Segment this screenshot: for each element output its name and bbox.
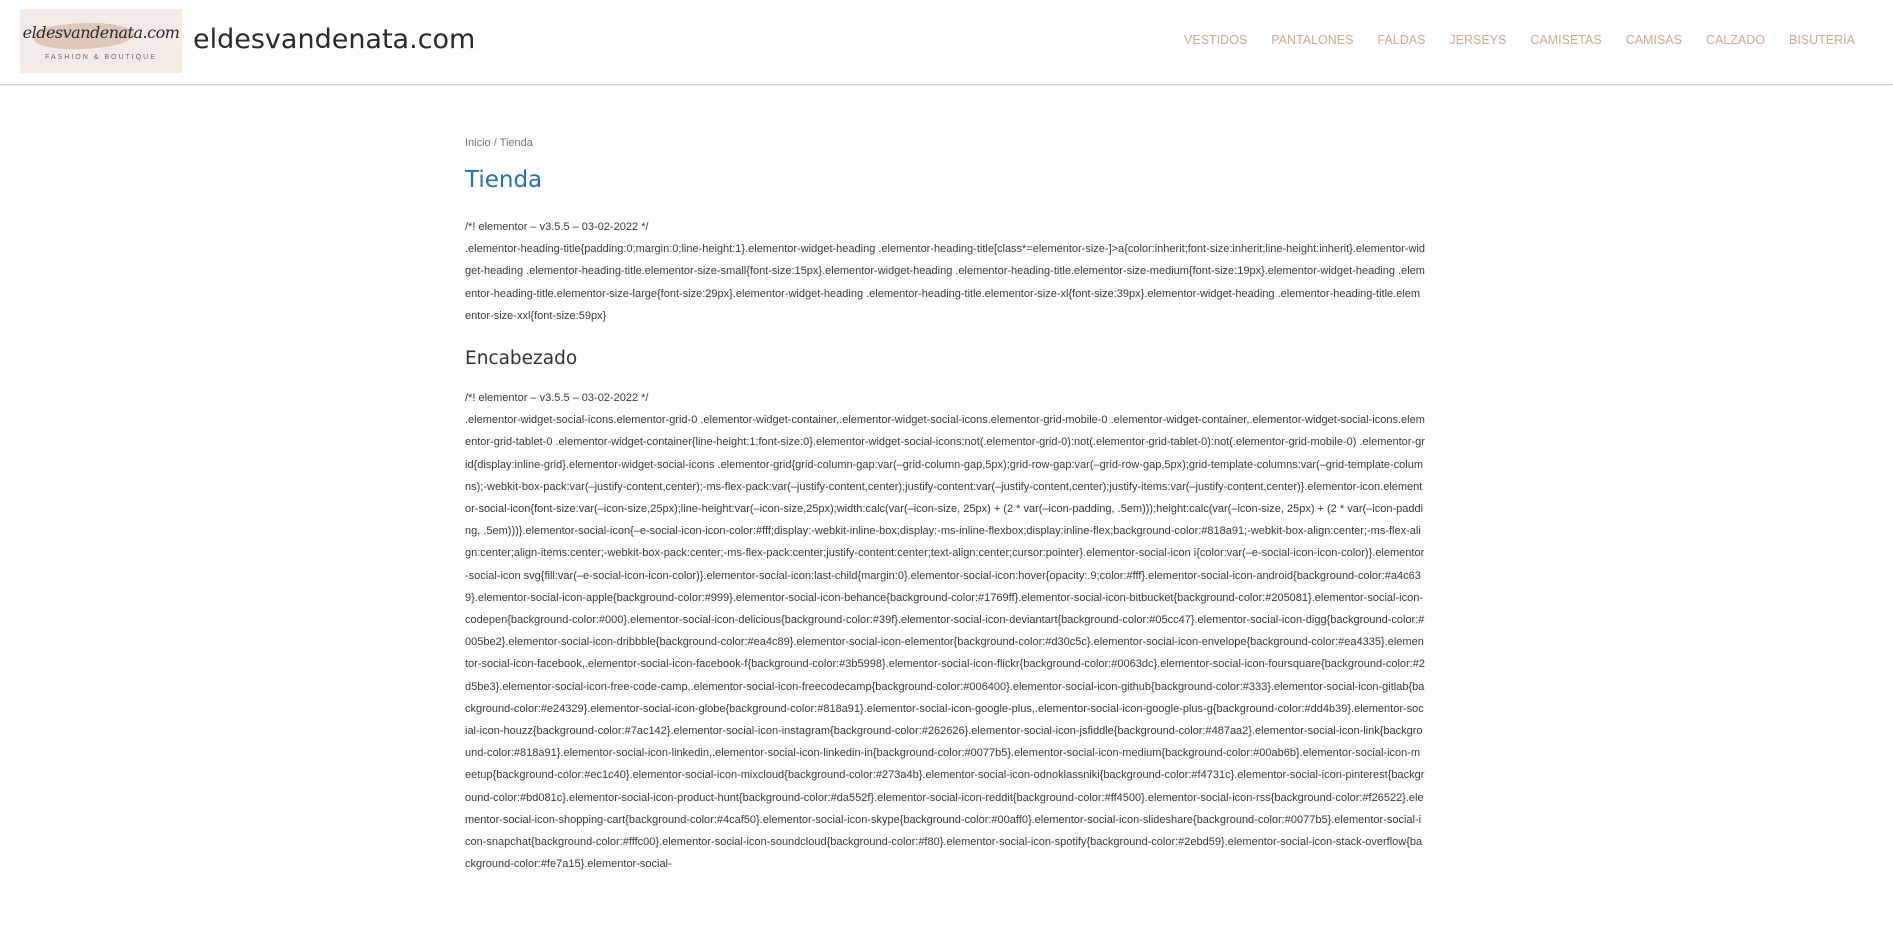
breadcrumb: [465, 137, 1425, 151]
nav-item-bisuteria[interactable]: BISUTERÍA: [1789, 33, 1855, 47]
nav-item-pantalones[interactable]: PANTALONES: [1271, 33, 1354, 47]
nav-item-calzado[interactable]: CALZADO: [1705, 33, 1765, 47]
css-rules-1: .elementor-heading-title{padding:0;margin:0;line-height:1}.elementor-widget-heading .elementor-heading-title[class*=elementor-size-]>a{color:inherit;font-size:inherit;line-height:inherit}.elementor-widget-heading .elementor-heading-title.elementor-size-small{font-size:15px}.elementor-widget-heading .elementor-heading-title.elementor-size-medium{font-size:19px}.elementor-widget-heading .elementor-heading-title.elementor-size-large{font-size:29px}.elementor-widget-heading .elementor-heading-title.elementor-size-xl{font-size:39px}.elementor-widget-heading .elementor-heading-title.elementor-size-xxl{font-size:59px}: [465, 243, 1425, 322]
logo-tagline: FASHION & BOUTIQUE: [45, 54, 157, 61]
breadcrumb-separator: /: [490, 137, 500, 149]
main-navigation: [1160, 33, 1855, 47]
css-text-block-2: [465, 387, 1425, 875]
css-comment-2: /*! elementor – v3.5.5 – 03-02-2022 */: [465, 392, 649, 405]
breadcrumb-home-link[interactable]: Inicio: [465, 137, 491, 149]
nav-item-jerseys[interactable]: JERSEYS: [1449, 33, 1507, 47]
logo-script-text: eldesvandenata.com: [22, 23, 180, 42]
nav-item-faldas[interactable]: FALDAS: [1377, 33, 1426, 47]
css-rules-2: .elementor-widget-social-icons.elementor-grid-0 .elementor-widget-container,.elementor-widget-social-icons.elementor-grid-mobile-0 .elementor-widget-container,.elementor-widget-social-icons.elementor-grid-tablet-0 .elementor-widget-container{line-height:1;font-size:0}.elementor-widget-social-icons:not(.elementor-grid-0):not(.elementor-grid-tablet-0):not(.elementor-grid-mobile-0) .elementor-grid{display:inline-grid}.elementor-widget-social-icons .elementor-grid{grid-column-gap:var(–grid-column-gap,5px);grid-row-gap:var(–grid-row-gap,5px);grid-template-columns:var(–grid-template-columns);-webkit-box-pack:var(–justify-content,center);-ms-flex-pack:var(–justify-content,center);justify-content:var(–justify-content,center);justify-items:var(–justify-content,center)}.elementor-icon.elementor-social-icon{font-size:var(–icon-size,25px);line-height:var(–icon-size,25px);width:calc(var(–icon-size, 25px) + (2 * var(–icon-padding, .5em)));height:calc(var(–icon-size, 25px) + (2 * var(–icon-padding, .5em)))}.elementor-social-icon{–e-social-icon-icon-color:#fff;display:-webkit-inline-box;display:-ms-inline-flexbox;display:inline-flex;background-color:#818a91;-webkit-box-align:center;-ms-flex-align:center;align-items:center;-webkit-box-pack:center;-ms-flex-pack:center;justify-content:center;text-align:center;cursor:pointer}.elementor-social-icon i{color:var(–e-social-icon-icon-color)}.elementor-social-icon svg{fill:var(–e-social-icon-icon-color)}.elementor-social-icon:last-child{margin:0}.elementor-social-icon:hover{opacity:.9;color:#fff}.elementor-social-icon-android{background-color:#a4c639}.elementor-social-icon-apple{background-color:#999}.elementor-social-icon-behance{background-color:#1769ff}.elementor-social-icon-bitbucket{background-color:#205081}.elementor-social-icon-codepen{background-color:#000}.elementor-social-icon-delicious{background-color:#39f}.elementor-social-icon-deviantart{background-color:#05cc47}.elementor-social-icon-digg{background-color:#005be2}.elementor-social-icon-dribbble{background-color:#ea4c89}.elementor-social-icon-elementor{background-color:#d30c5c}.elementor-social-icon-envelope{background-color:#ea4335}.elementor-social-icon-facebook,.elementor-social-icon-facebook-f{background-color:#3b5998}.elementor-social-icon-flickr{background-color:#0063dc}.elementor-social-icon-foursquare{background-color:#2d5be3}.elementor-social-icon-free-code-camp,.elementor-social-icon-freecodecamp{background-color:#006400}.elementor-social-icon-github{background-color:#333}.elementor-social-icon-gitlab{background-color:#e24329}.elementor-social-icon-globe{background-color:#818a91}.elementor-social-icon-google-plus,.elementor-social-icon-google-plus-g{background-color:#dd4b39}.elementor-social-icon-houzz{background-color:#7ac142}.elementor-social-icon-instagram{background-color:#262626}.elementor-social-icon-jsfiddle{background-color:#487aa2}.elementor-social-icon-link{background-color:#818a91}.elementor-social-icon-linkedin,.elementor-social-icon-linkedin-in{background-color:#0077b5}.elementor-social-icon-medium{background-color:#00ab6b}.elementor-social-icon-meetup{background-color:#ec1c40}.elementor-social-icon-mixcloud{background-color:#273a4b}.elementor-social-icon-odnoklassniki{background-color:#f4731c}.elementor-social-icon-pinterest{background-color:#bd081c}.elementor-social-icon-product-hunt{background-color:#da552f}.elementor-social-icon-reddit{background-color:#ff4500}.elementor-social-icon-rss{background-color:#f26522}.elementor-social-icon-shopping-cart{background-color:#4caf50}.elementor-social-icon-skype{background-color:#00aff0}.elementor-social-icon-slideshare{background-color:#0077b5}.elementor-social-icon-snapchat{background-color:#fffc00}.elementor-social-icon-soundcloud{background-color:#f80}.elementor-social-icon-spotify{background-color:#2ebd59}.elementor-social-icon-stack-overflow{background-color:#fe7a15}.elementor-social-: [465, 414, 1425, 871]
css-comment-1: /*! elementor – v3.5.5 – 03-02-2022 */: [465, 221, 649, 233]
css-text-block-1: [465, 216, 1425, 327]
main-content: [465, 130, 1425, 875]
nav-item-camisetas[interactable]: CAMISETAS: [1530, 33, 1602, 47]
breadcrumb-current: Tienda: [499, 137, 533, 149]
nav-item-camisas[interactable]: CAMISAS: [1625, 33, 1682, 47]
site-title-link[interactable]: eldesvandenata.com: [193, 24, 476, 55]
site-header: [0, 0, 1893, 85]
section-heading-encabezado: Encabezado: [465, 348, 578, 370]
site-logo[interactable]: [20, 9, 182, 73]
nav-item-vestidos[interactable]: VESTIDOS: [1184, 33, 1248, 47]
page-title: Tienda: [465, 167, 543, 193]
